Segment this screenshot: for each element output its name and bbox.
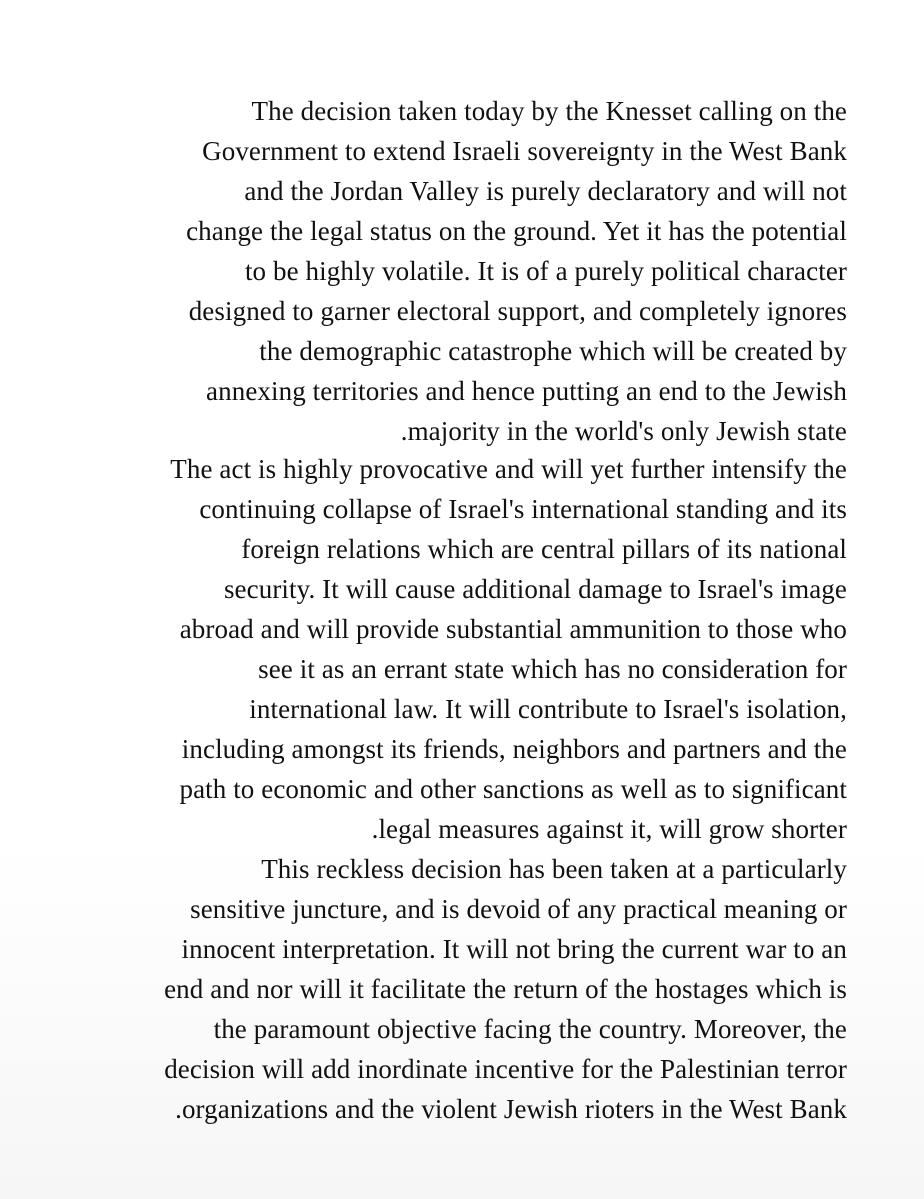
paragraph-line: designed to garner electoral support, and completely ignores xyxy=(188,296,847,326)
paragraph-line: decision will add inordinate incentive for the Palestinian terror xyxy=(164,1054,847,1084)
paragraph-line: the demographic catastrophe which will be created by xyxy=(259,336,847,366)
paragraph-line: the paramount objective facing the country. Moreover, the xyxy=(213,1014,847,1044)
paragraph-line: The act is highly provocative and will yet further intensify the xyxy=(170,454,847,484)
paragraph-line: abroad and will provide substantial ammunition to those who xyxy=(179,614,847,644)
paragraph-line: .organizations and the violent Jewish rioters in the West Bank xyxy=(175,1094,847,1124)
paragraph-line: international law. It will contribute to Israel's isolation, xyxy=(249,694,847,724)
paragraph-line: innocent interpretation. It will not bring the current war to an xyxy=(181,934,847,964)
paragraph-line: .majority in the world's only Jewish state xyxy=(400,416,847,446)
paragraph-line: security. It will cause additional damage to Israel's image xyxy=(223,574,847,604)
paragraph-line: continuing collapse of Israel's international standing and its xyxy=(199,494,847,524)
paragraph-line: This reckless decision has been taken at a particularly xyxy=(261,854,847,884)
paragraph-line: and the Jordan Valley is purely declaratory and will not xyxy=(244,176,847,206)
paragraph-line: to be highly volatile. It is of a purely political character xyxy=(244,256,847,286)
statement-document xyxy=(0,95,924,1124)
paragraph-line: Government to extend Israeli sovereignty in the West Bank xyxy=(202,136,847,166)
paragraph-line: sensitive juncture, and is devoid of any practical meaning or xyxy=(190,894,847,924)
paragraph-line: end and nor will it facilitate the return of the hostages which is xyxy=(164,974,847,1004)
paragraph-3 xyxy=(0,853,924,1124)
paragraph-line: annexing territories and hence putting an end to the Jewish xyxy=(206,376,847,406)
paragraph-line: path to economic and other sanctions as well as to significant xyxy=(179,774,847,804)
paragraph-line: foreign relations which are central pillars of its national xyxy=(241,534,847,564)
paragraph-line: The decision taken today by the Knesset calling on the xyxy=(251,96,847,126)
paragraph-line: including amongst its friends, neighbors and partners and the xyxy=(181,734,847,764)
paragraph-line: .legal measures against it, will grow shorter xyxy=(371,814,847,844)
paragraph-line: see it as an errant state which has no consideration for xyxy=(258,654,847,684)
paragraph-1 xyxy=(0,95,924,446)
paragraph-2 xyxy=(0,453,924,844)
paragraph-line: change the legal status on the ground. Yet it has the potential xyxy=(186,216,847,246)
